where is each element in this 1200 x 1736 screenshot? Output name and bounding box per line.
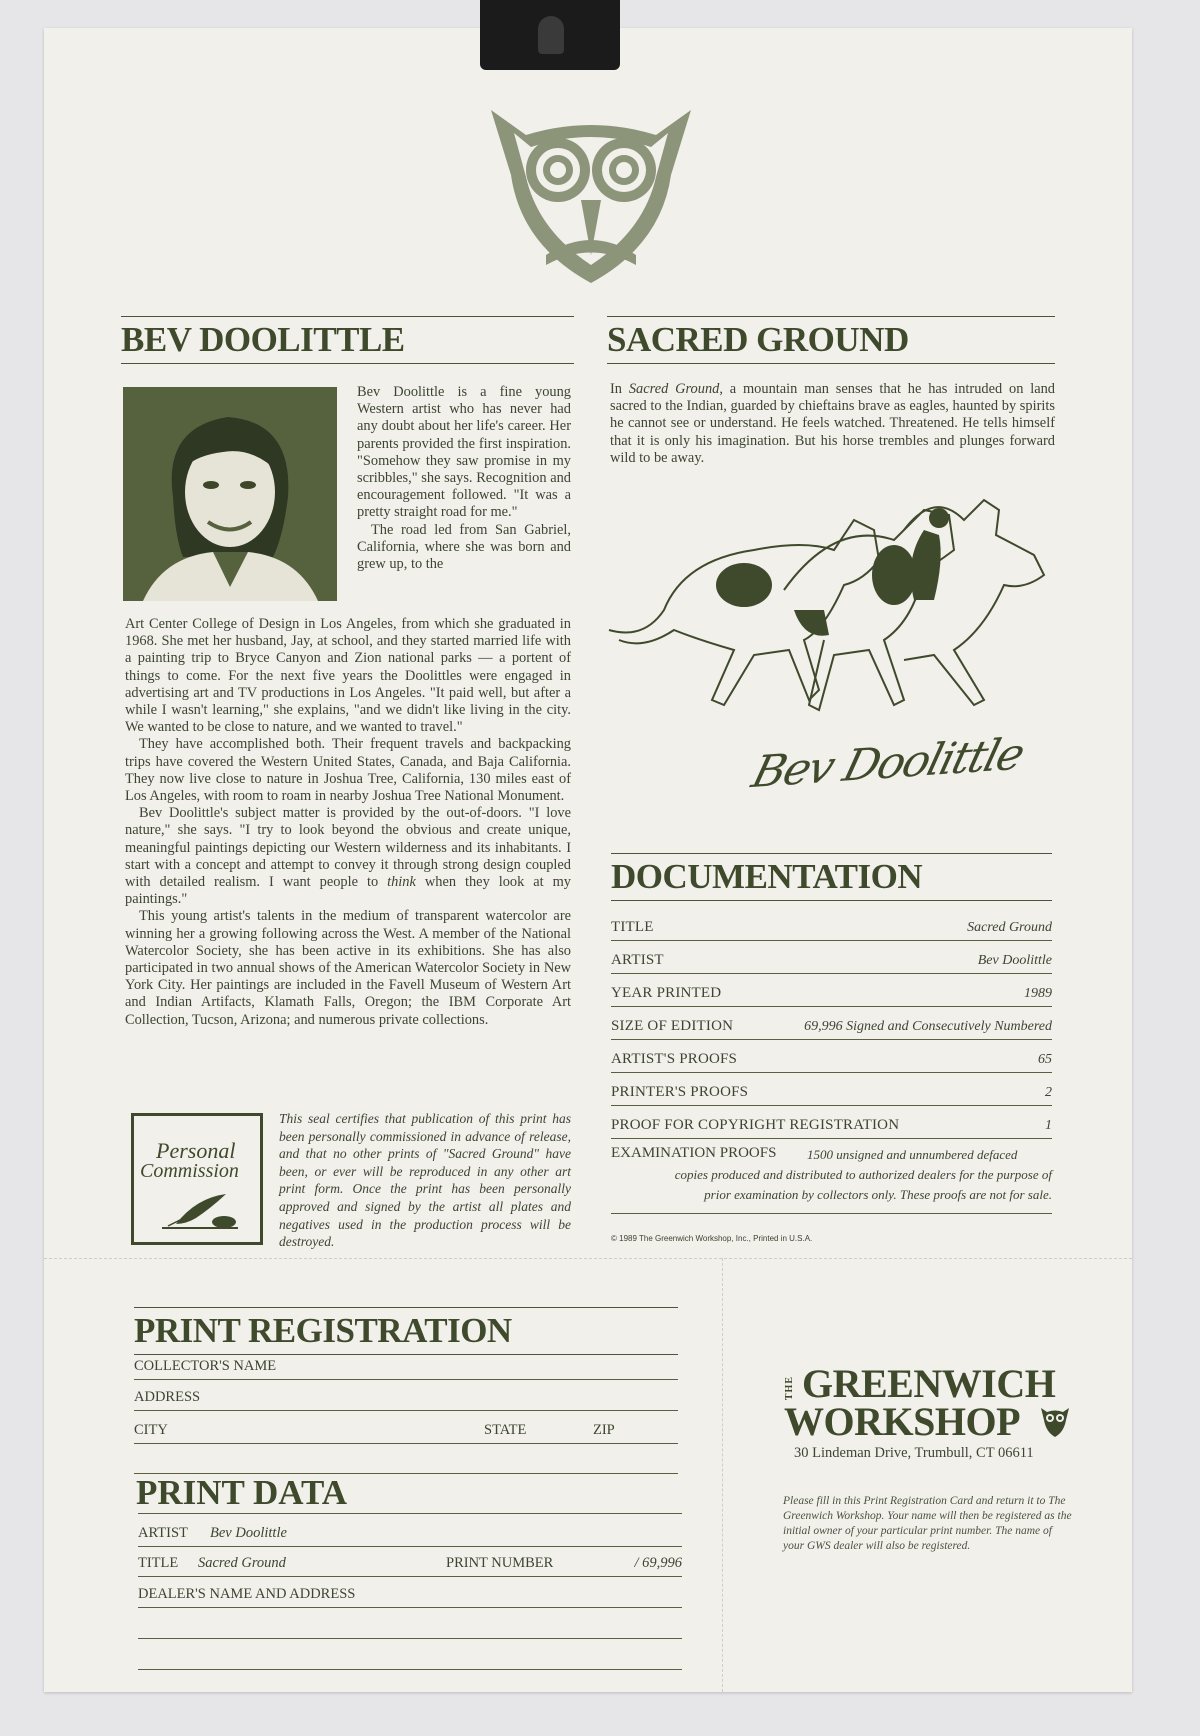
dealer-name-field[interactable]: DEALER'S NAME AND ADDRESS <box>138 1577 682 1608</box>
bio-paragraph-1: Bev Doolittle is a fine young Western artist who has never had any doubt about her life's career. Her parents provided the first inspiration. "Somehow they saw promise in my scribbles," she says. Recognition and encouragement followed. "It was a pretty straight road for me." <box>357 384 571 521</box>
publisher-name-line-2: WORKSHOP <box>784 1399 1021 1444</box>
doc-row-edition: SIZE OF EDITION 69,996 Signed and Consecutively Numbered <box>611 1007 1052 1040</box>
registration-instructions: Please fill in this Print Registration Card and return it to The Greenwich Workshop. Your name will then be registered as the initial owner of your particular print number. The name of your GWS dealer will also be registered. <box>783 1495 1072 1552</box>
bio-paragraph-2-rest: Art Center College of Design in Los Angeles, from which she graduated in 1968. She met her husband, Jay, at school, and they started married life with a painting trip to Bryce Canyon and Zion national parks — a portent of things to come. For the next five years the Doolittles were engaged in advertising art and TV productions in Los Angeles. "It paid well, but after a while I wasn't learning," she explains, "and we didn't like living in the city. We wanted to be close to nature, and we wanted to travel." <box>125 616 571 736</box>
artist-portrait-photo <box>123 387 337 601</box>
publisher-name-line-1: GREENWICH <box>802 1361 1056 1406</box>
collector-name-field[interactable]: COLLECTOR'S NAME <box>134 1349 678 1380</box>
print-data-heading: PRINT DATA <box>136 1473 347 1512</box>
copyright-notice: © 1989 The Greenwich Workshop, Inc., Printed in U.S.A. <box>611 1234 813 1243</box>
registration-extra-line[interactable] <box>134 1443 678 1474</box>
bio-paragraph-3: They have accomplished both. Their frequent travels and backpacking trips have covered the Western United States, Canada, and Baja California. They now live close to nature in Joshua Tree, California, 130 miles east of Los Angeles, with room to roam in nearby Joshua Tree National Monument. <box>125 736 571 805</box>
binder-clip <box>480 0 620 70</box>
bio-paragraph-4: Bev Doolittle's subject matter is provided by the out-of-doors. "I love nature," she says. "I try to look beyond the obvious and create unique, meaningful paintings depicting our Western wilderness and its inhabitants. I start with a concept and attempt to convey it through strong design coupled with detailed realism. I want people to think when they look at my paintings." <box>125 805 571 908</box>
bio-heading: BEV DOOLITTLE <box>121 316 574 364</box>
artwork-heading: SACRED GROUND <box>607 316 1055 364</box>
perforation-line-vertical <box>722 1258 723 1692</box>
owl-small-icon <box>1040 1406 1070 1438</box>
doc-row-title: TITLE Sacred Ground <box>611 908 1052 941</box>
quill-icon <box>156 1188 244 1234</box>
seal-certification-text: This seal certifies that publication of this print has been personally commissioned in advance of release, and that no other prints of "Sacred Ground" have been, or ever will be reproduced in any other art print form. Once the print has been personally approved and signed by the artist all plates and negatives used in the production process will be destroyed. <box>279 1111 571 1250</box>
doc-row-artists-proofs: ARTIST'S PROOFS 65 <box>611 1040 1052 1073</box>
publisher-the: THE <box>784 1376 795 1401</box>
horses-sketch-illustration <box>604 490 1054 730</box>
doc-row-year: YEAR PRINTED 1989 <box>611 974 1052 1007</box>
perforation-line <box>44 1258 1132 1259</box>
registration-heading: PRINT REGISTRATION <box>134 1307 678 1355</box>
doc-row-examination: EXAMINATION PROOFS 1500 unsigned and unnumbered defaced copies produced and distributed to authorized dealers for the purpose of prior examination by collectors only. These proofs are not for sale. <box>611 1139 1052 1214</box>
doc-row-artist: ARTIST Bev Doolittle <box>611 941 1052 974</box>
print-artist-field[interactable]: ARTIST Bev Doolittle <box>138 1513 682 1547</box>
dealer-address-line-2[interactable] <box>138 1639 682 1670</box>
seal-line-2: Commission <box>140 1160 239 1182</box>
doc-row-printers-proofs: PRINTER'S PROOFS 2 <box>611 1073 1052 1106</box>
owl-logo-icon <box>486 105 696 285</box>
documentation-heading: DOCUMENTATION <box>611 853 1052 901</box>
dealer-address-line-1[interactable] <box>138 1608 682 1639</box>
personal-commission-seal <box>131 1113 263 1245</box>
bio-paragraph-5: This young artist's talents in the medium of transparent watercolor are winning her a growing following across the West. A member of the National Watercolor Society, she has been active in its exhibitions. She has also participated in two annual shows of the American Watercolor Society in New York City. Her paintings are included in the Favell Museum of Western Art and Indian Artifacts, Klamath Falls, Oregon; the IBM Corporate Art Collection, Tucson, Arizona; and numerous private collections. <box>125 908 571 1028</box>
address-field[interactable]: ADDRESS <box>134 1380 678 1411</box>
publisher-address: 30 Lindeman Drive, Trumbull, CT 06611 <box>794 1445 1034 1461</box>
artwork-description: In Sacred Ground, a mountain man senses that he has intruded on land sacred to the Indian, guarded by chieftains brave as eagles, haunted by spirits he cannot see or understand. He feels watched. Threatened. He tells himself that it is only his imagination. But his horse trembles and plunges forward wild to be away. <box>610 381 1055 466</box>
city-state-zip-field[interactable]: CITY STATE ZIP <box>134 1411 678 1444</box>
doc-row-copyright-proof: PROOF FOR COPYRIGHT REGISTRATION 1 <box>611 1106 1052 1139</box>
artist-signature: Bev Doolittle <box>746 728 1029 799</box>
bio-text-top <box>357 384 571 573</box>
seal-line-1: Personal <box>156 1138 236 1163</box>
print-title-field[interactable]: TITLE Sacred Ground PRINT NUMBER / 69,996 <box>138 1546 682 1577</box>
bio-text-main <box>125 616 571 1029</box>
bio-paragraph-2-start: The road led from San Gabriel, California, where she was born and grew up, to the <box>357 521 571 573</box>
